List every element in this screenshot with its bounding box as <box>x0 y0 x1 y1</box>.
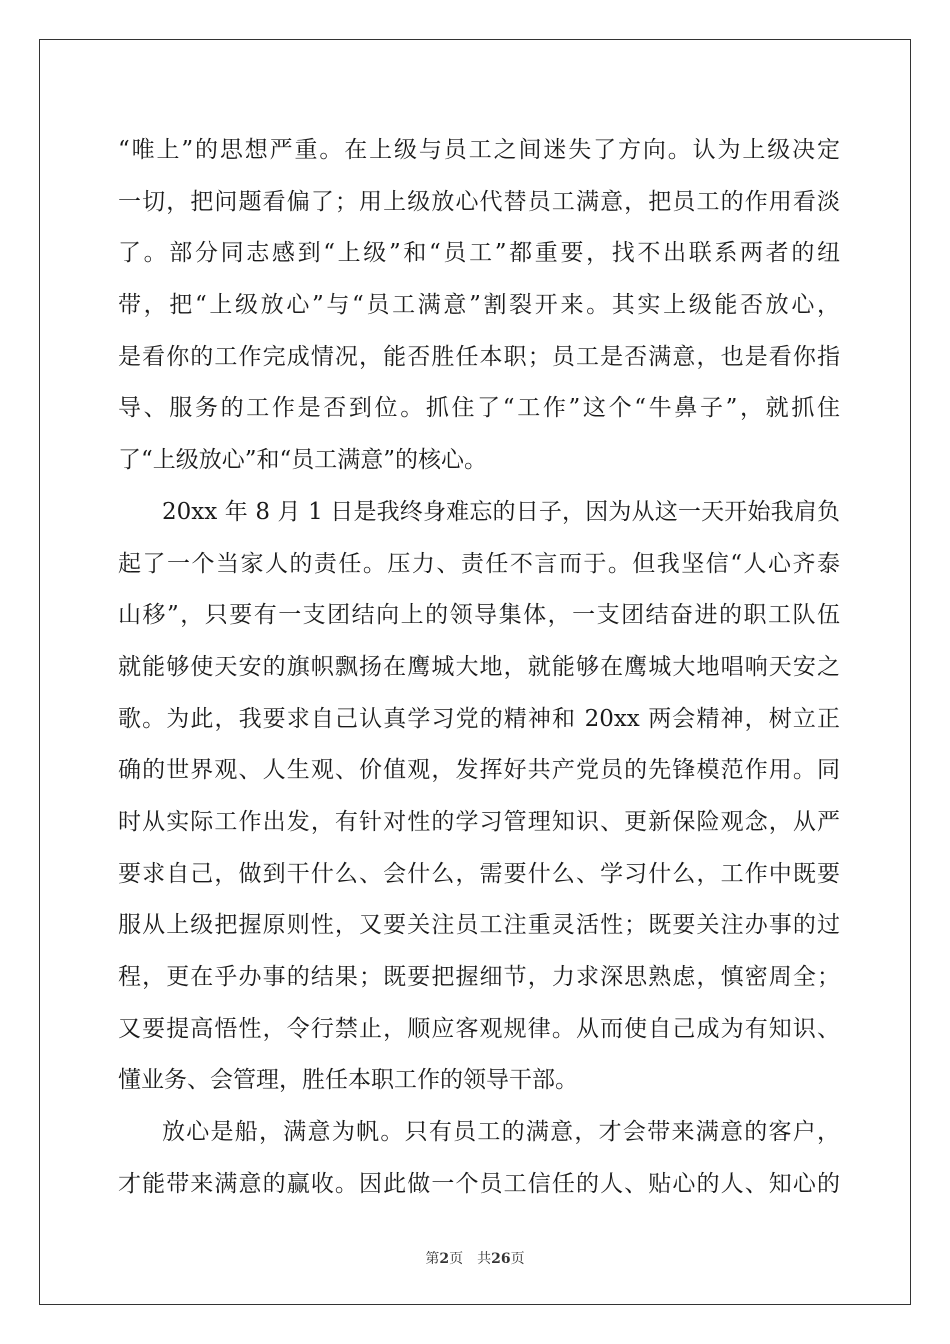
text-line: 又要提高悟性，令行禁止，顺应客观规律。从而使自己成为有知识、 <box>118 1015 840 1042</box>
text-line: 放心是船，满意为帆。只有员工的满意，才会带来满意的客户， <box>162 1119 840 1146</box>
text-line: 了。部分同志感到“上级”和“员工”都重要，找不出联系两者的纽 <box>118 240 840 267</box>
text-line: 程，更在乎办事的结果；既要把握细节，力求深思熟虑，慎密周全； <box>118 964 840 990</box>
total-page-count: 26 <box>491 1251 511 1267</box>
text-line: 时从实际工作出发，有针对性的学习管理知识、更新保险观念，从严 <box>118 808 840 835</box>
text-line: 服从上级把握原则性，又要关注员工注重灵活性；既要关注办事的过 <box>118 912 840 939</box>
text-line: 歌。为此，我要求自己认真学习党的精神和 20xx 两会精神，树立正 <box>118 705 840 732</box>
footer-page-suffix: 页 <box>449 1251 464 1267</box>
text-line: 才能带来满意的赢收。因此做一个员工信任的人、贴心的人、知心的 <box>118 1170 840 1197</box>
footer-total-suffix: 页 <box>510 1251 525 1267</box>
text-line: 确的世界观、人生观、价值观，发挥好共产党员的先锋模范作用。同 <box>118 757 840 784</box>
text-line: “唯上”的思想严重。在上级与员工之间迷失了方向。认为上级决定 <box>118 137 840 163</box>
document-body <box>118 125 840 1210</box>
footer-total-prefix: 共 <box>477 1251 492 1267</box>
text-line: 起了一个当家人的责任。压力、责任不言而于。但我坚信“人心齐泰 <box>118 550 840 577</box>
text-line: 懂业务、会管理，胜任本职工作的领导干部。 <box>118 1067 578 1094</box>
current-page-number: 2 <box>439 1251 450 1267</box>
text-line: 了“上级放心”和“员工满意”的核心。 <box>118 447 488 474</box>
text-line: 20xx 年 8 月 1 日是我终身难忘的日子，因为从这一天开始我肩负 <box>162 498 840 525</box>
text-line: 导、服务的工作是否到位。抓住了“工作”这个“牛鼻子”，就抓住 <box>118 395 840 422</box>
page-footer <box>0 1248 950 1268</box>
text-line: 山移”，只要有一支团结向上的领导集体，一支团结奋进的职工队伍 <box>118 602 840 629</box>
text-line: 是看你的工作完成情况，能否胜任本职；员工是否满意，也是看你指 <box>118 343 840 370</box>
footer-prefix: 第 <box>425 1251 440 1267</box>
text-line: 就能够使天安的旗帜飘扬在鹰城大地，就能够在鹰城大地唱响天安之 <box>118 653 840 680</box>
text-line: 一切，把问题看偏了；用上级放心代替员工满意，把员工的作用看淡 <box>118 188 840 215</box>
text-line: 要求自己，做到干什么、会什么，需要什么、学习什么，工作中既要 <box>118 860 840 887</box>
text-line: 带，把“上级放心”与“员工满意”割裂开来。其实上级能否放心， <box>118 292 840 319</box>
